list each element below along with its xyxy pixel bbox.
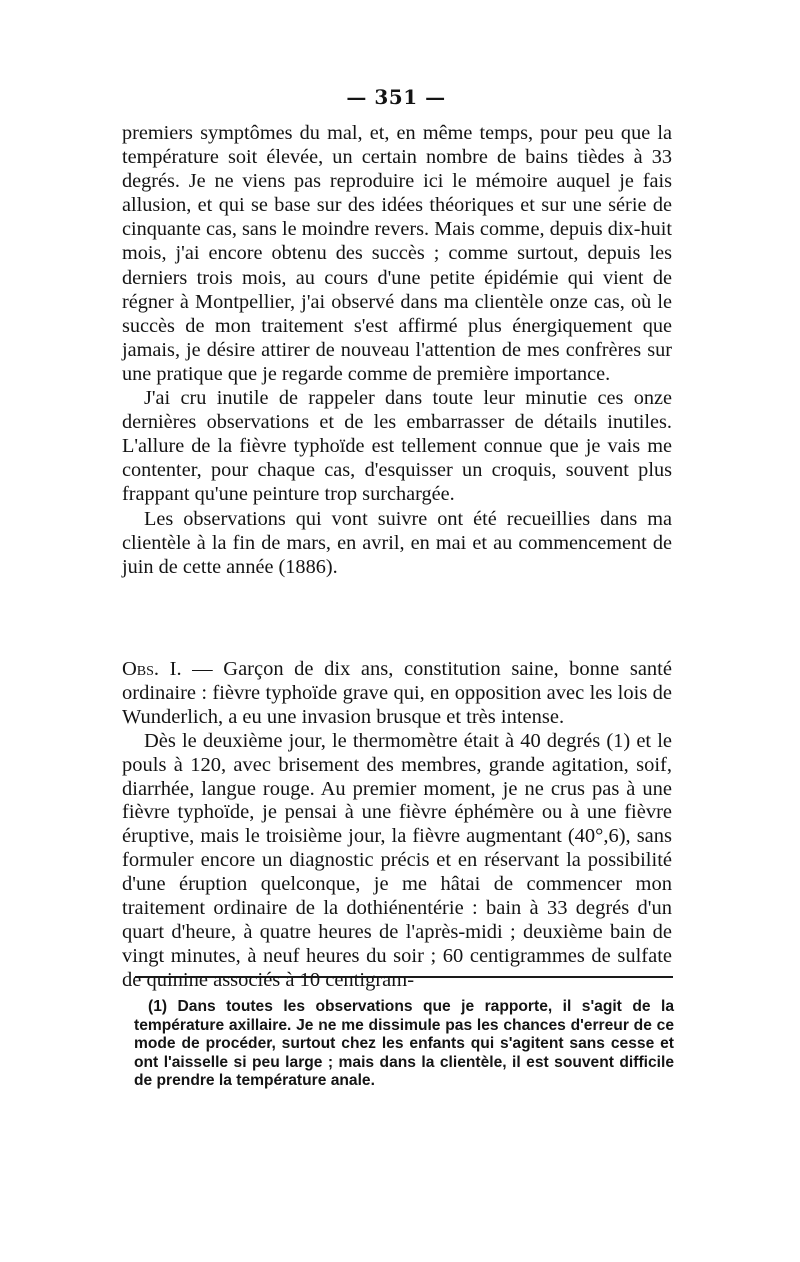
page-number: — 351 — — [346, 85, 446, 109]
observation-body: Dès le deuxième jour, le thermomètre était à 40 degrés (1) et le pouls à 120, avec brisement des membres, grande agitation, soif, diarrhée, langue rouge. Au premier moment, je ne crus pas à une fièvre typhoïde, je pensai à une fièvre éphémère ou à une fièvre éruptive, mais le troisième jour, la fièvre augmentant (40°,6), sans formuler encore un diagnostic précis et en réservant la possibilité d'une éruption quelconque, je me hâtai de commencer mon traitement ordinaire de la dothiénentérie : bain à 33 degrés d'un quart d'heure, à quatre heures de l'après-midi ; deuxième bain de vingt minutes, à neuf heures du soir ; 60 centigrammes de sulfate de quinine associés à 10 centigram- — [122, 729, 672, 991]
paragraph-observations-intro: J'ai cru inutile de rappeler dans toute leur minutie ces onze dernières observations et de les embarrasser de détails inutiles. L'allure de la fièvre typhoïde est tellement connue que je vais me contenter, pour chaque cas, d'esquisser un croquis, souvent plus frappant qu'une peinture trop surchargée. — [122, 387, 672, 506]
footnote-text: (1) Dans toutes les observations que je rapporte, il s'agit de la température axillaire. Je ne me dissimule pas les chances d'erreur de ce mode de procéder, surtout chez les enfants qui s'agitent sans cesse et ont l'aisselle si peu large ; mais dans la clientèle, il est souvent difficile de prendre la température anale. — [134, 998, 674, 1090]
observation-intro: — Garçon de dix ans, constitution saine, bonne santé ordinaire : fièvre typhoïde grave qui, en opposition avec les lois de Wunderlich, a eu une invasion brusque et très intense. — [122, 658, 672, 728]
observation-heading — [122, 658, 672, 730]
footnote-divider — [135, 976, 673, 978]
observation-label: Obs. I. — [122, 658, 182, 680]
paragraph-continuation: premiers symptômes du mal, et, en même temps, pour peu que la température soit élevée, un certain nombre de bains tièdes à 33 degrés. Je ne viens pas reproduire ici le mémoire auquel je fais allusion, et qui se base sur des idées théoriques et sur une série de cinquante cas, sans le moindre revers. Mais comme, depuis dix-huit mois, j'ai encore obtenu des succès ; comme surtout, depuis les derniers trois mois, au cours d'une petite épidémie qui vient de régner à Montpellier, j'ai observé dans ma clientèle onze cas, où le succès de mon traitement s'est affirmé plus énergiquement que jamais, je désire attirer de nouveau l'attention de mes confrères sur une pratique que je regarde comme de première importance. — [122, 122, 672, 385]
paragraph-observations-dates: Les observations qui vont suivre ont été recueillies dans ma clientèle à la fin de mars, en avril, en mai et au commencement de juin de cette année (1886). — [122, 507, 672, 578]
observation-block — [122, 658, 672, 993]
main-text — [122, 121, 672, 579]
footnote — [134, 998, 674, 1091]
